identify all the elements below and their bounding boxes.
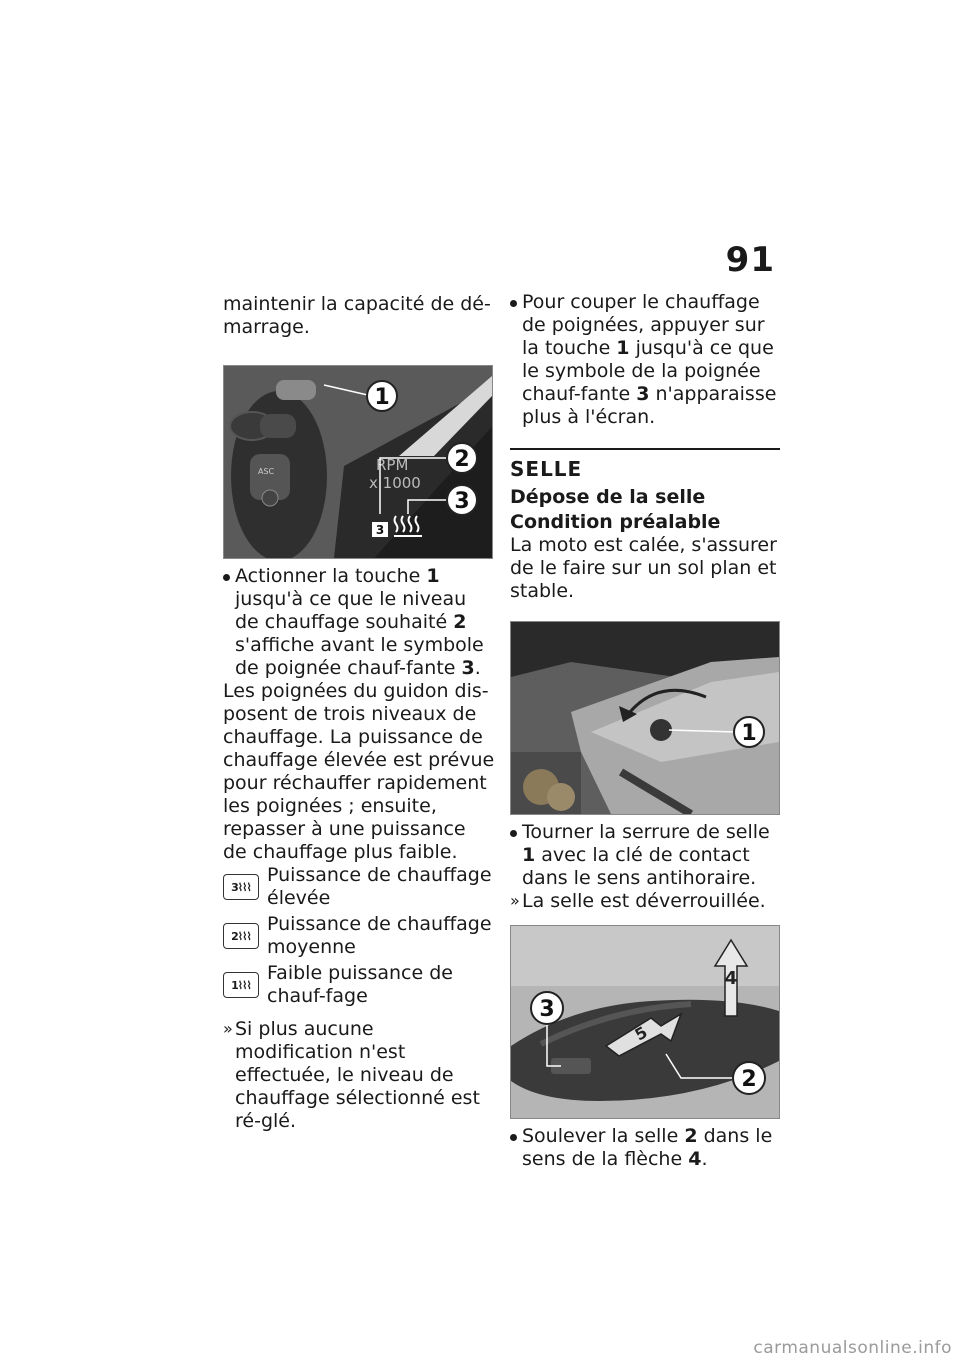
heat-level-medium bbox=[223, 913, 495, 959]
figure3-callout-2: 2 bbox=[741, 1067, 757, 1092]
seat-removal-figure bbox=[510, 925, 780, 1119]
subsection-title: Dépose de la selle bbox=[510, 486, 706, 508]
heat-levels-list bbox=[223, 864, 495, 1008]
result-seat-unlocked: » La selle est déverrouillée. bbox=[510, 890, 780, 913]
heat-level-2-icon: 2 ⌇⌇⌇ bbox=[223, 923, 259, 949]
heat-level-1-icon: 1 ⌇⌇⌇ bbox=[223, 972, 259, 998]
figure1-display-box: 3 bbox=[375, 523, 385, 537]
left-column bbox=[223, 293, 495, 1133]
instruction-press-key: Actionner la touche 1 jusqu'à ce que le niveau de chauffage souhaité 2 s'affiche avant le symbole de poignée chauf-fante 3. bbox=[223, 565, 495, 680]
heat-level-low-label: Faible puissance de chauf-fage bbox=[267, 962, 453, 1007]
figure1-display-x1000: x 1000 bbox=[369, 474, 421, 492]
figure3-arrow-label-4: 4 bbox=[724, 968, 738, 989]
intro-text: maintenir la capacité de dé-marrage. bbox=[223, 293, 491, 338]
figure3-callout-3: 3 bbox=[539, 997, 555, 1022]
seat-lock-figure bbox=[510, 621, 780, 815]
heated-grip-key-shape bbox=[276, 380, 316, 400]
figure1-display-rpm: RPM bbox=[376, 456, 409, 474]
handlebar-illustration bbox=[224, 366, 492, 558]
section-title: SELLE bbox=[510, 457, 583, 481]
figure1-callout-1: 1 bbox=[374, 385, 390, 410]
svg-text:ASC: ASC bbox=[258, 467, 275, 476]
section-divider bbox=[510, 448, 780, 450]
seat-lock-key-shape bbox=[650, 719, 672, 741]
heat-level-low bbox=[223, 962, 495, 1008]
heating-levels-paragraph: Les poignées du guidon dis-posent de trois niveaux de chauffage. La puissance de chauffage élevée est prévue pour réchauffer rapidement les poignées ; ensuite, repasser à une puissance de chauffage plus faible. bbox=[223, 680, 495, 863]
figure1-callout-3: 3 bbox=[454, 489, 470, 514]
condition-title: Condition préalable bbox=[510, 511, 721, 533]
heat-level-medium-label: Puissance de chauffage moyenne bbox=[267, 913, 492, 958]
page-number: 91 bbox=[725, 240, 775, 280]
heat-level-high-label: Puissance de chauffage élevée bbox=[267, 864, 492, 909]
figure2-callout-1: 1 bbox=[741, 721, 757, 746]
heat-level-high bbox=[223, 864, 495, 910]
instruction-lift-seat: Soulever la selle 2 dans le sens de la flèche 4. bbox=[510, 1125, 780, 1171]
seat-lock-illustration bbox=[511, 622, 779, 814]
condition-text: La moto est calée, s'assurer de le faire sur un sol plan et stable. bbox=[510, 534, 777, 602]
right-column bbox=[510, 291, 780, 1171]
seat-removal-illustration bbox=[511, 926, 779, 1118]
handlebar-switch-figure bbox=[223, 365, 493, 559]
heat-level-3-icon: 3 ⌇⌇⌇ bbox=[223, 874, 259, 900]
instruction-turn-lock: Tourner la serrure de selle 1 avec la clé de contact dans le sens antihoraire. bbox=[510, 821, 780, 890]
result-level-set: » Si plus aucune modification n'est effectuée, le niveau de chauffage sélectionné est ré-glé. bbox=[223, 1018, 495, 1133]
instruction-switch-off: Pour couper le chauffage de poignées, appuyer sur la touche 1 jusqu'à ce que le symbole de la poignée chauf-fante 3 n'apparaisse plus à l'écran. bbox=[510, 291, 780, 429]
watermark: carmanualsonline.info bbox=[753, 1338, 952, 1358]
figure3-arrow-label-5: 5 bbox=[631, 1022, 651, 1045]
figure1-callout-2: 2 bbox=[454, 447, 470, 472]
